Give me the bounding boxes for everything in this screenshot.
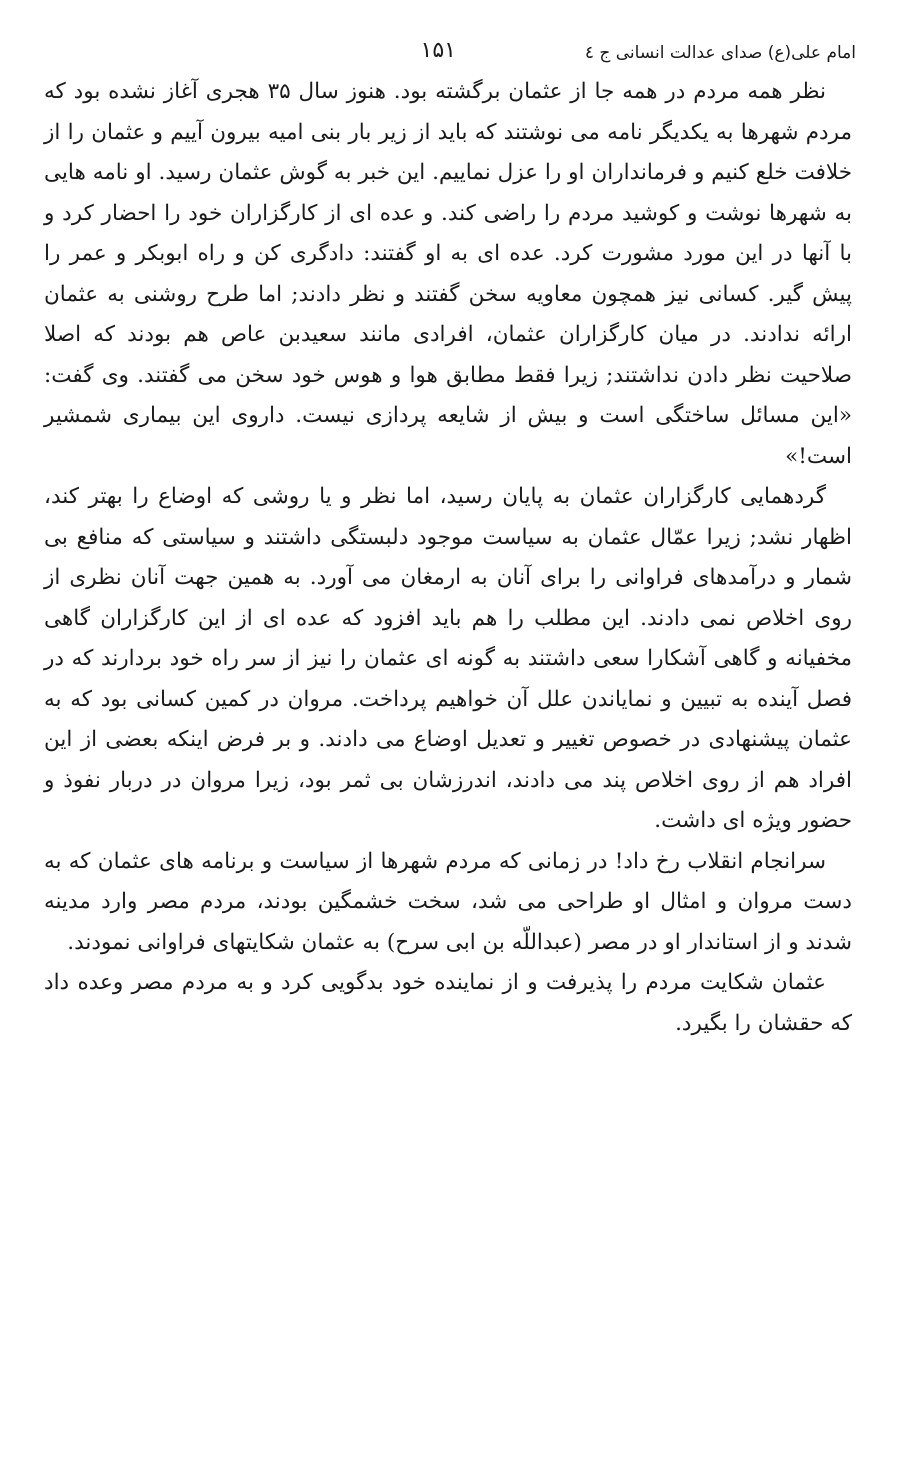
paragraph: گردهمایی کارگزاران عثمان به پایان رسید، اما نظر و یا روشی که اوضاع را بهتر کند، اظهار نشد; زیرا عمّال عثمان به سیاست موجود دلبستگی داشتند و سیاستی که منافع بی شمار و درآمدهای فراوانی را برای آنان به ارمغان می آورد. به همین جهت آنان نظری از روی اخلاص نمی دادند. این مطلب را هم باید افزود که عده ای از این کارگزاران گاهی مخفیانه و گاهی آشکارا سعی داشتند به گونه ای عثمان را نیز از سر راه خود بردارند که در فصل آینده به تبیین و نمایاندن علل آن خواهیم پرداخت. مروان در کمین کسانی بود که به عثمان پیشنهادی در خصوص تغییر و تعدیل اوضاع می دادند. و بر فرض اینکه بعضی از این افراد هم از روی اخلاص پند می دادند، اندرزشان بی ثمر بود، زیرا مروان در دربار نفوذ و حضور ویژه ای داشت. (44, 484, 852, 833)
body-text (44, 72, 852, 1044)
book-title: امام علی(ع) صدای عدالت انسانی ج ٤ (584, 43, 856, 63)
running-header (44, 40, 856, 70)
paragraph: عثمان شکایت مردم را پذیرفت و از نماینده خود بدگویی کرد و به مردم مصر وعده داد که حقشان را بگیرد. (44, 970, 852, 1036)
page-number: ۱۵۱ (420, 38, 456, 63)
paragraph: سرانجام انقلاب رخ داد! در زمانی که مردم شهرها از سیاست و برنامه های عثمان که به دست مروان و امثال او طراحی می شد، سخت خشمگین بودند، مردم مصر وارد مدینه شدند و از استاندار او در مصر (عبداللّه بن ابی سرح) به عثمان شکایتهای فراوانی نمودند. (44, 848, 852, 955)
paragraph: نظر همه مردم در همه جا از عثمان برگشته بود. هنوز سال ۳۵ هجری آغاز نشده بود که مردم شهرها به یکدیگر نامه می نوشتند که باید از زیر بار بنی امیه بیرون آییم و عثمان را از خلافت خلع کنیم و فرمانداران او را عزل نماییم. این خبر به گوش عثمان رسید. او نامه هایی به شهرها نوشت و کوشید مردم را راضی کند. و عده ای از کارگزاران خود را احضار کرد و با آنها در این مورد مشورت کرد. عده ای به او گفتند: دادگری کن و راه ابوبکر و عمر را پیش گیر. کسانی نیز همچون معاویه سخن گفتند و نظر دادند; اما طرح روشنی به عثمان ارائه ندادند. در میان کارگزاران عثمان، افرادی مانند سعیدبن عاص هم بودند که اصلا صلاحیت نظر دادن نداشتند; زیرا فقط مطابق هوا و هوس خود سخن می گفتند. وی گفت: «این مسائل ساختگی است و بیش از شایعه پردازی نیست. داروی این بیماری شمشیر است!» (44, 79, 852, 469)
